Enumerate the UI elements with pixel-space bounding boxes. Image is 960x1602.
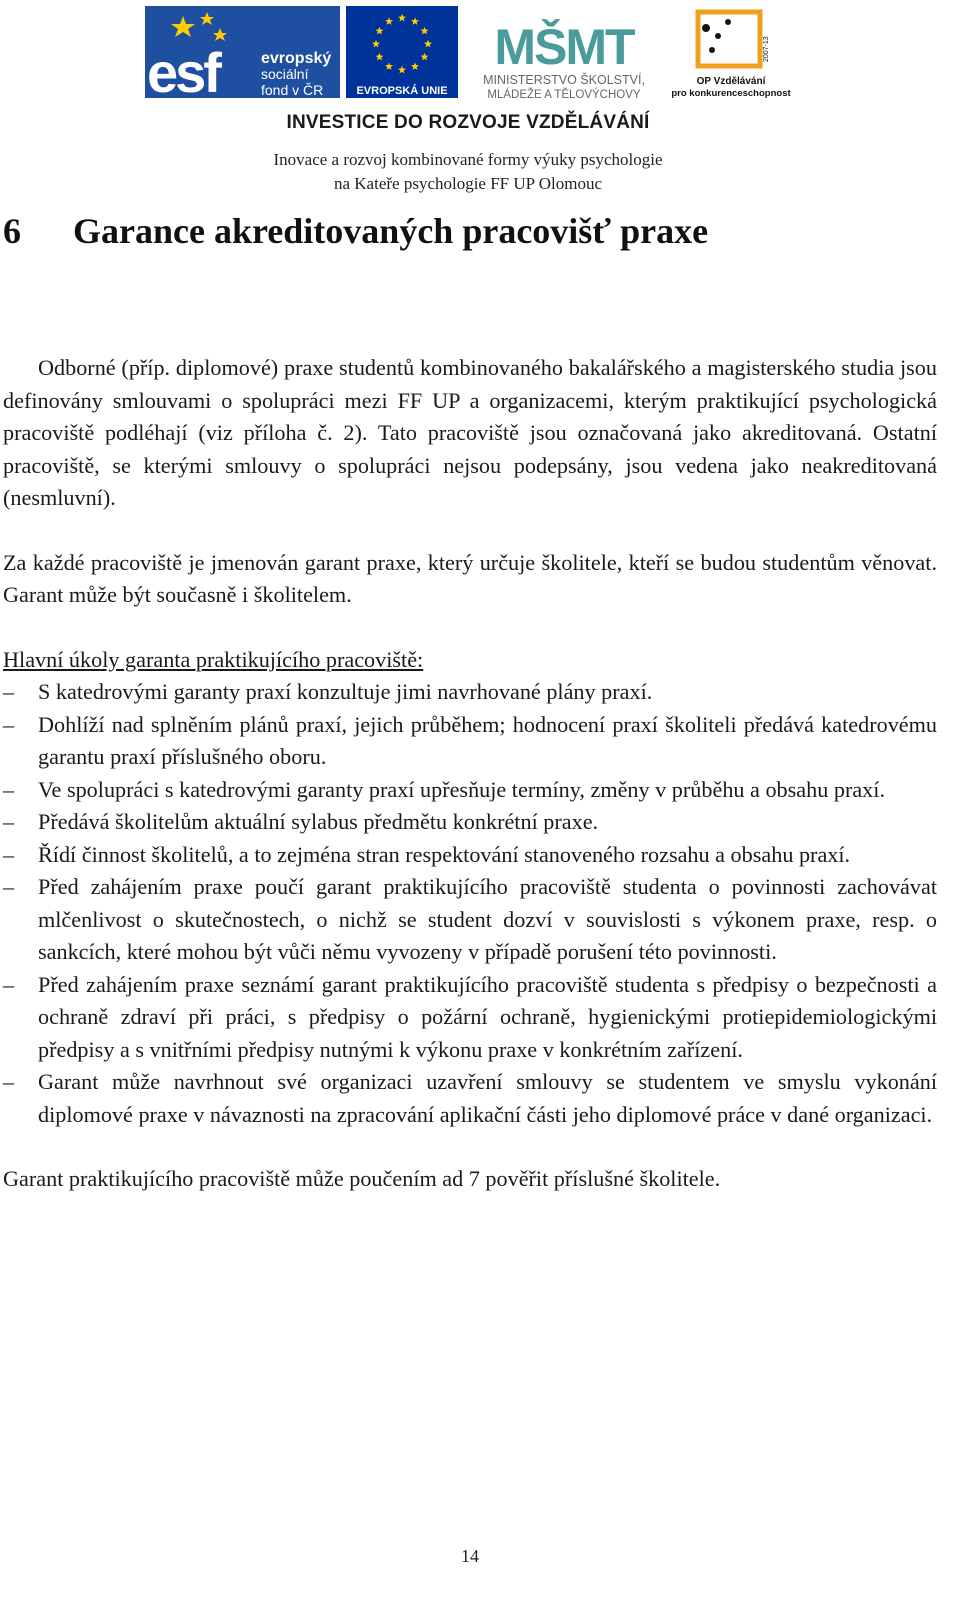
opvk-years: 2007-13 <box>763 36 770 62</box>
final-paragraph: Garant praktikujícího pracoviště může poučením ad 7 pověřit příslušné školitele. <box>3 1166 721 1191</box>
list-item: – Garant může navrhnout své organizaci uzavření smlouvy se studentem ve smyslu vykonání diplomové praxe v návaznosti na zpracování aplikační části jeho diplomové práce v dané organizaci. <box>3 1066 937 1131</box>
list-item: – S katedrovými garanty praxí konzultuje jimi navrhované plány praxí. <box>3 676 937 709</box>
opvk-line2: pro konkurenceschopnost <box>671 88 791 99</box>
list-item: – Řídí činnost školitelů, a to zejména stran respektování stanoveného rozsahu a obsahu praxí. <box>3 839 937 872</box>
esf-logo <box>145 6 340 98</box>
esf-mark: esf <box>147 41 219 98</box>
opvk-logo <box>668 6 794 100</box>
list-item: – Před zahájením praxe seznámí garant praktikujícího pracoviště studenta s předpisy o bezpečnosti a ochraně zdraví při práci, s předpisy o požární ochraně, hygienickými protiepidemiologickými předpisy a s vnitřními předpisy nutnými k výkonu praxe v konkrétním zařízení. <box>3 969 937 1067</box>
investice-heading: INVESTICE DO ROZVOJE VZDĚLÁVÁNÍ <box>286 112 650 133</box>
list-item: – Předává školitelům aktuální sylabus předmětu konkrétní praxe. <box>3 806 937 839</box>
chapter-title: Garance akreditovaných pracovišť praxe <box>73 211 709 251</box>
esf-line3: fond v ČR <box>261 82 324 98</box>
list-item: – Ve spolupráci s katedrovými garanty praxí upřesňuje termíny, změny v průběhu a obsahu praxí. <box>3 774 937 807</box>
list-heading-text: Hlavní úkoly garanta praktikujícího pracoviště: <box>3 646 424 672</box>
esf-line2: sociální <box>261 66 309 82</box>
page-number: 14 <box>461 1546 479 1566</box>
list-item: – Před zahájením praxe poučí garant praktikujícího pracoviště studenta o povinnosti zachovávat mlčenlivost o skutečnostech, o nichž se student dozví v souvislosti s výkonem praxe, resp. o sankcích, které mohou být vůči němu vyvozeny v případě porušení této povinnosti. <box>3 871 937 969</box>
chapter-number: 6 <box>3 211 21 251</box>
msmt-line1: MINISTERSTVO ŠKOLSTVÍ, <box>483 73 645 87</box>
msmt-logo <box>466 4 662 100</box>
project-title <box>0 148 948 196</box>
list-item: – Dohlíží nad splněním plánů praxí, jejich průběhem; hodnocení praxí školiteli předává katedrovému garantu praxí příslušného oboru. <box>3 709 937 774</box>
list-heading <box>3 644 937 677</box>
logo-strip <box>0 0 960 110</box>
eu-flag-logo <box>346 6 458 98</box>
eu-label: EVROPSKÁ UNIE <box>356 85 448 97</box>
opvk-line1: OP Vzdělávání <box>696 76 766 87</box>
project-line-2: na Kateře psychologie FF UP Olomouc <box>333 174 603 193</box>
paragraph-1: Odborné (příp. diplomové) praxe studentů kombinovaného bakalářského a magisterského studia jsou definovány smlouvami o spolupráci mezi FF UP a organizacemi, kterým praktikující psychologická pracoviště podléhají (viz příloha č. 2). Tato pracoviště jsou označovaná jako akreditovaná. Ostatní pracoviště, se kterými smlouvy o spolupráci nejsou podepsány, jsou vedena jako neakreditovaná (nesmluvní). <box>3 355 937 510</box>
project-line-1: Inovace a rozvoj kombinované formy výuky psychologie <box>273 150 663 169</box>
task-list <box>3 676 937 1131</box>
chapter-heading <box>3 210 943 252</box>
body-text <box>3 352 937 1196</box>
esf-line1: evropský <box>261 50 332 67</box>
msmt-line2: MLÁDEŽE A TĚLOVÝCHOVY <box>487 89 641 100</box>
paragraph-2: Za každé pracoviště je jmenován garant praxe, který určuje školitele, kteří se budou studentům věnovat. Garant může být současně i školitelem. <box>3 549 937 607</box>
msmt-mark: MŠMT <box>494 19 634 75</box>
